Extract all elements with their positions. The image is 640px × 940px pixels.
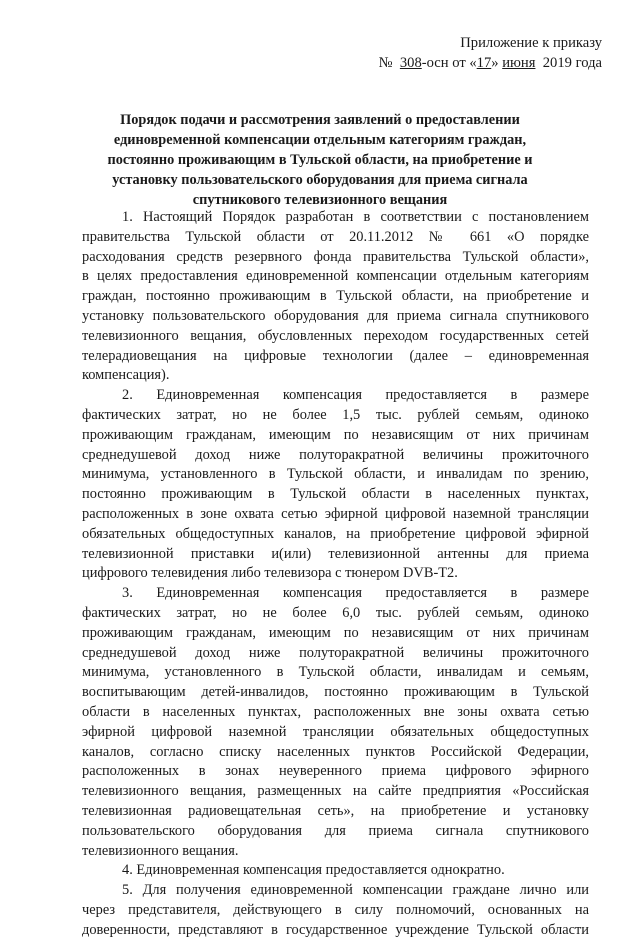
number-sign: № xyxy=(378,55,393,71)
text-line: 1. Настоящий Порядок разработан в соответствии с постановлением xyxy=(122,209,589,225)
document-body xyxy=(82,208,589,940)
text-line: пользовательского оборудования для приема сигнала спутникового xyxy=(82,822,589,839)
text-line: 3. Единовременная компенсация предоставляется в размере xyxy=(122,585,589,602)
text-line: обязательных общедоступных каналов, на приобретение цифровой эфирной xyxy=(82,525,589,542)
text-line: расходования средств резервного фонда правительства Тульской области», xyxy=(82,248,589,265)
text-line: правительства Тульской области от 20.11.2012 № 661 «О порядке xyxy=(82,228,589,245)
text-line: граждан, постоянно проживающим в Тульской области, на приобретение и xyxy=(82,288,589,305)
document-title xyxy=(60,110,580,210)
text-line: фактических затрат, но не более 1,5 тыс. рублей семьям, одиноко xyxy=(82,406,589,423)
text-line: фактических затрат, но не более 6,0 тыс. рублей семьям, одиноко xyxy=(82,604,589,621)
text-line: расположенных в зоне охвата сетью эфирной цифровой наземной трансляции xyxy=(82,505,589,522)
title-line: единовременной компенсации отдельным категориям граждан, xyxy=(113,132,527,148)
text-line: телевизионной приставки и(или) телевизионной антенны для приема xyxy=(82,545,589,562)
text-line: через представителя, действующего в силу полномочий, основанных на xyxy=(82,901,589,918)
text-line: телевизионного вещания. xyxy=(82,842,239,859)
title-line: установку пользовательского оборудования для приема сигнала xyxy=(112,172,528,188)
paragraph-4 xyxy=(82,861,589,881)
title-line: Порядок подачи и рассмотрения заявлений о предоставлении xyxy=(120,112,520,128)
order-number-suffix: -осн от « xyxy=(421,55,477,71)
text-line: 4. Единовременная компенсация предоставляется однократно. xyxy=(122,862,505,879)
text-line: постоянно проживающим в Тульской области в населенных пунктах, xyxy=(82,486,589,503)
text-line: телевизионная радиовещательная сеть», на приобретение и установку xyxy=(82,802,589,819)
text-line: среднедушевой доход ниже полуторакратной величины прожиточного xyxy=(82,446,589,463)
text-line: в целях предоставления единовременной компенсации отдельным категориям xyxy=(82,268,589,285)
order-header xyxy=(379,33,602,73)
text-line: минимума, установленного в Тульской области, инвалидам и семьям, xyxy=(82,664,589,681)
text-line: эфирной цифровой наземной трансляции обязательных общедоступных xyxy=(82,723,589,740)
order-number-line xyxy=(379,53,602,73)
text-line: воспитывающим детей-инвалидов, постоянно проживающим в Тульской xyxy=(82,684,589,701)
text-line: компенсация). xyxy=(82,367,170,384)
text-line: области в населенных пунктах, расположенных вне зоны охвата сетью xyxy=(82,703,589,720)
text-line: проживающим гражданам, имеющим по независящим от них причинам xyxy=(82,426,589,443)
text-line: доверенности, представляют в государственное учреждение Тульской области xyxy=(82,921,589,938)
text-line: телерадиовещания на цифровые технологии (далее – единовременная xyxy=(82,347,589,364)
text-line: проживающим гражданам, имеющим по независящим от них причинам xyxy=(82,624,589,641)
paragraph-3 xyxy=(82,584,589,861)
paragraph-5 xyxy=(82,881,589,940)
order-month: июня xyxy=(502,55,536,71)
order-day: 17 xyxy=(476,55,492,71)
text-line: 5. Для получения единовременной компенсации граждане лично или xyxy=(122,882,589,899)
text-line: каналов, согласно списку населенных пунктов Российской Федерации, xyxy=(82,743,589,760)
order-day-suffix: » xyxy=(491,55,499,71)
text-line: 2. Единовременная компенсация предоставляется в размере xyxy=(122,387,589,404)
text-line: телевизионного вещания, обусловленных переходом государственных сетей xyxy=(82,327,589,344)
text-line: расположенных в зонах неуверенного приема цифрового эфирного xyxy=(82,763,589,780)
title-line: спутникового телевизионного вещания xyxy=(192,192,448,208)
paragraph-1 xyxy=(82,208,589,386)
text-line: телевизионного вещания, размещенных на сайте предприятия «Российская xyxy=(82,783,589,800)
text-line: установку пользовательского оборудования для приема сигнала спутникового xyxy=(82,307,589,324)
appendix-label: Приложение к приказу xyxy=(460,35,602,51)
text-line: цифрового телевидения либо телевизора с тюнером DVB-T2. xyxy=(82,565,458,582)
title-line: постоянно проживающим в Тульской области, на приобретение и xyxy=(107,152,533,168)
text-line: минимума, установленного в Тульской области, и инвалидам по зрению, xyxy=(82,466,589,483)
paragraph-2 xyxy=(82,386,589,584)
text-line: среднедушевой доход ниже полуторакратной величины прожиточного xyxy=(82,644,589,661)
order-year: 2019 года xyxy=(542,55,602,71)
order-number: 308 xyxy=(399,55,422,71)
